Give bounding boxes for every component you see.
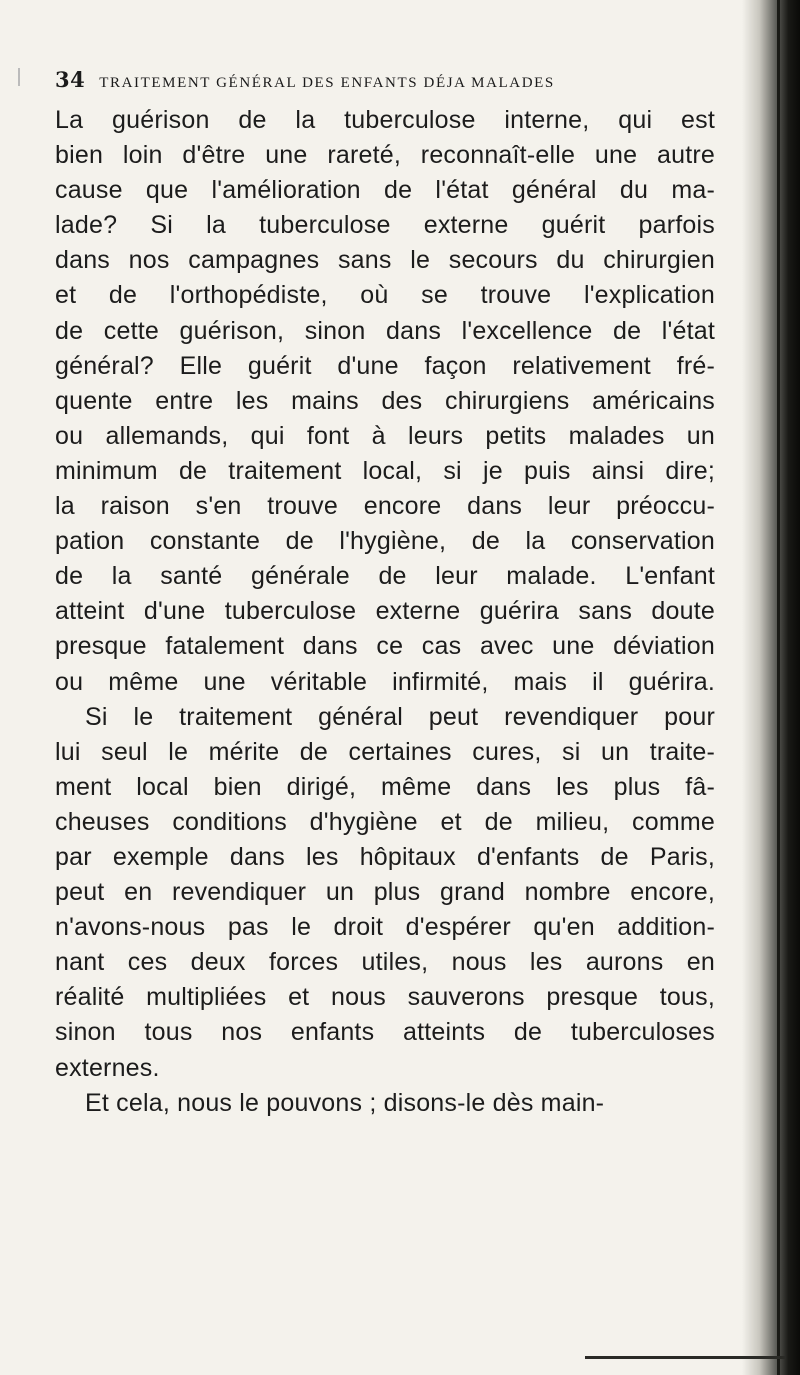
text-line: général? Elle guérit d'une façon relativement fré- <box>55 351 715 380</box>
bottom-edge-rule <box>585 1356 785 1359</box>
text-line: bien loin d'être une rareté, reconnaît-elle une autre <box>55 141 715 170</box>
text-line: lui seul le mérite de certaines cures, si un traite- <box>55 737 715 766</box>
text-line: et de l'orthopédiste, où se trouve l'explication <box>55 281 715 310</box>
page-header <box>55 67 695 92</box>
text-line: n'avons-nous pas le droit d'espérer qu'en addition- <box>55 913 715 942</box>
page-number: 34 <box>55 67 86 92</box>
text-line: peut en revendiquer un plus grand nombre encore, <box>55 878 715 907</box>
text-line: nant ces deux forces utiles, nous les aurons en <box>55 948 715 977</box>
running-head: TRAITEMENT GÉNÉRAL DES ENFANTS DÉJA MALADES <box>99 75 555 91</box>
text-line: dans nos campagnes sans le secours du chirurgien <box>55 246 715 275</box>
text-line: Et cela, nous le pouvons ; disons-le dès main- <box>85 1088 605 1117</box>
text-line: sinon tous nos enfants atteints de tuberculoses <box>55 1018 715 1047</box>
text-line: externes. <box>55 1053 160 1082</box>
text-line: réalité multipliées et nous sauverons presque tous, <box>55 983 715 1012</box>
text-line: cheuses conditions d'hygiène et de milieu, comme <box>55 807 715 836</box>
text-line: pation constante de l'hygiène, de la conservation <box>55 527 715 556</box>
text-line: atteint d'une tuberculose externe guérira sans doute <box>55 597 715 626</box>
text-line: quente entre les mains des chirurgiens américains <box>55 386 715 415</box>
text-line: cause que l'amélioration de l'état général du ma- <box>55 176 715 205</box>
text-line: Si le traitement général peut revendiquer pour <box>85 702 715 731</box>
page-edge-shadow <box>742 0 800 1375</box>
text-line: ment local bien dirigé, même dans les plus fâ- <box>55 772 715 801</box>
text-line: ou même une véritable infirmité, mais il guérira. <box>55 667 715 696</box>
text-line: de la santé générale de leur malade. L'enfant <box>55 562 715 591</box>
text-line: presque fatalement dans ce cas avec une déviation <box>55 632 715 661</box>
body-text <box>55 103 715 1121</box>
text-line: lade? Si la tuberculose externe guérit parfois <box>55 211 715 240</box>
text-line: ou allemands, qui font à leurs petits malades un <box>55 421 715 450</box>
margin-mark <box>18 68 20 86</box>
page-edge-line <box>777 0 780 1375</box>
text-line: La guérison de la tuberculose interne, qui est <box>55 106 715 134</box>
text-line: minimum de traitement local, si je puis ainsi dire; <box>55 456 715 485</box>
text-line: la raison s'en trouve encore dans leur préoccu- <box>55 492 715 521</box>
text-line: de cette guérison, sinon dans l'excellence de l'état <box>55 316 715 345</box>
text-line: par exemple dans les hôpitaux d'enfants de Paris, <box>55 842 715 871</box>
